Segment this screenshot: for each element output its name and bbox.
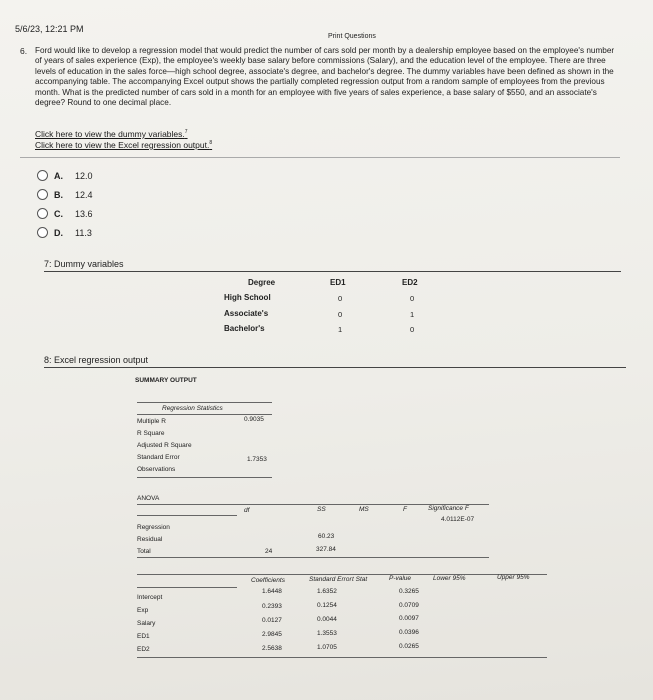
anova-mid-rule <box>137 515 237 516</box>
option-a[interactable] <box>37 170 93 181</box>
coef-row-se: 1.3553 <box>317 630 337 637</box>
coef-row-p: 0.0709 <box>399 602 419 609</box>
reg-stats-bottom-rule <box>137 477 272 478</box>
coef-row-coef: 0.2393 <box>262 603 282 610</box>
dummy-row-ed2: 0 <box>410 325 415 334</box>
radio-a-icon[interactable] <box>37 170 48 181</box>
radio-b-icon[interactable] <box>37 189 48 200</box>
dummy-row-ed1: 0 <box>338 294 343 303</box>
coef-header-se: Standard Error <box>309 576 352 583</box>
question-number: 6. <box>20 46 28 56</box>
anova-row-label: Total <box>137 548 151 555</box>
coef-header-coefficients: Coefficients <box>251 577 285 584</box>
summary-output-title: SUMMARY OUTPUT <box>135 377 197 384</box>
anova-header-ss: SS <box>317 506 326 513</box>
dummy-row-ed2: 0 <box>410 294 415 303</box>
coef-mid-rule <box>137 587 237 588</box>
coef-row-label: ED2 <box>137 646 150 653</box>
reg-stats-title: Regression Statistics <box>162 405 223 412</box>
dummy-row-ed1: 1 <box>338 325 343 334</box>
coef-row-p: 0.0396 <box>399 629 419 636</box>
anova-sigf-value: 4.0112E-07 <box>441 516 475 523</box>
coef-row-p: 0.0265 <box>399 643 419 650</box>
coef-row-coef: 1.6448 <box>262 588 282 595</box>
anova-row-df: 24 <box>265 548 273 555</box>
anova-header-ms: MS <box>359 506 369 513</box>
dummy-row-label: High School <box>224 293 271 302</box>
coef-row-p: 0.3265 <box>399 588 419 595</box>
print-title: Print Questions <box>328 33 376 40</box>
anova-bottom-rule <box>137 557 489 558</box>
option-c[interactable] <box>37 208 93 219</box>
coef-header-lower: Lower 95% <box>433 575 466 582</box>
dummy-header-degree: Degree <box>248 278 276 287</box>
anova-header-f: F <box>403 506 407 513</box>
option-c-value: 13.6 <box>75 208 93 219</box>
option-a-letter: A. <box>54 170 63 181</box>
dummy-link-text: Click here to view the dummy variables. <box>35 129 185 139</box>
coef-row-se: 0.1254 <box>317 602 337 609</box>
coef-top-rule <box>137 574 547 575</box>
reg-stat-label: R Square <box>137 430 165 437</box>
option-b-value: 12.4 <box>75 189 93 200</box>
dummy-header-ed2: ED2 <box>402 278 418 287</box>
option-a-value: 12.0 <box>75 170 93 181</box>
coef-row-label: Exp <box>137 607 149 614</box>
coef-row-se: 1.6352 <box>317 588 337 595</box>
reg-stat-label: Standard Error <box>137 454 180 461</box>
option-d-letter: D. <box>54 227 63 238</box>
option-d-value: 11.3 <box>75 227 92 238</box>
coef-row-coef: 2.5638 <box>262 645 282 652</box>
coef-row-se: 0.0044 <box>317 616 337 623</box>
dummy-section-rule <box>44 271 621 272</box>
dummy-row-ed2: 1 <box>410 310 415 319</box>
coef-row-label: Intercept <box>137 594 163 601</box>
reg-stat-value: 0.9035 <box>244 416 264 423</box>
print-date: 5/6/23, 12:21 PM <box>15 24 84 34</box>
anova-title: ANOVA <box>137 495 160 502</box>
question-body: Ford would like to develop a regression model that would predict the number of cars sold per month by a dealership employee based on the employee's number of years of sales experience (Exp), the employee's weekly base salary before commissions (Salary), and the education level of the employee. There are three levels of education in the sales force—high school degree, associate's degree, and bachelor's degree. The dummy variables have been defined as shown in the accompanying table. The accompanying Excel output shows the partially completed regression output from a random sample of employees from the previous month. What is the predicted number of cars sold in a month for an employee with five years of sales experience, a base salary of $550, and an associate's degree? Round to one decimal place. <box>35 46 615 108</box>
dummy-link-sup: 7 <box>184 129 188 136</box>
anova-row-ss: 327.84 <box>316 546 336 553</box>
coef-row-se: 1.0705 <box>317 644 337 651</box>
reg-stat-label: Multiple R <box>137 418 166 425</box>
coef-header-pvalue: P-value <box>389 575 412 582</box>
reg-stats-mid-rule <box>137 414 272 415</box>
coef-row-label: Salary <box>137 620 156 627</box>
excel-output-link[interactable] <box>35 140 212 150</box>
option-d[interactable] <box>37 227 92 238</box>
anova-header-sigf: Significance F <box>428 505 469 512</box>
coef-row-p: 0.0097 <box>399 615 419 622</box>
dummy-row-label: Bachelor's <box>224 324 265 333</box>
anova-header-df: df <box>244 507 250 514</box>
coef-header-upper: Upper 95% <box>497 574 530 581</box>
coef-bottom-rule <box>137 657 547 658</box>
option-b-letter: B. <box>54 189 63 200</box>
dummy-section-title: 7: Dummy variables <box>44 259 124 269</box>
dummy-row-ed1: 0 <box>338 310 343 319</box>
option-b[interactable] <box>37 189 93 200</box>
question-text <box>35 46 620 108</box>
option-c-letter: C. <box>54 208 63 219</box>
excel-section-rule <box>44 367 626 368</box>
coef-row-coef: 2.9845 <box>262 631 282 638</box>
anova-row-ss: 60.23 <box>318 533 335 540</box>
anova-row-label: Regression <box>137 524 170 531</box>
excel-link-sup: 8 <box>209 140 213 147</box>
dummy-row-label: Associate's <box>224 309 269 318</box>
reg-stat-label: Observations <box>137 466 176 473</box>
dummy-variables-link[interactable] <box>35 129 188 139</box>
coef-row-label: ED1 <box>137 633 150 640</box>
reg-stats-top-rule <box>137 402 272 403</box>
radio-d-icon[interactable] <box>37 227 48 238</box>
reg-stat-value: 1.7353 <box>247 456 267 463</box>
radio-c-icon[interactable] <box>37 208 48 219</box>
coef-header-tstat: t Stat <box>352 576 368 583</box>
excel-link-text: Click here to view the Excel regression output. <box>35 140 210 150</box>
reg-stat-label: Adjusted R Square <box>137 442 192 449</box>
anova-row-label: Residual <box>137 536 163 543</box>
coef-row-coef: 0.0127 <box>262 617 282 624</box>
question-divider <box>20 157 620 158</box>
dummy-header-ed1: ED1 <box>330 278 346 287</box>
excel-section-title: 8: Excel regression output <box>44 355 149 365</box>
